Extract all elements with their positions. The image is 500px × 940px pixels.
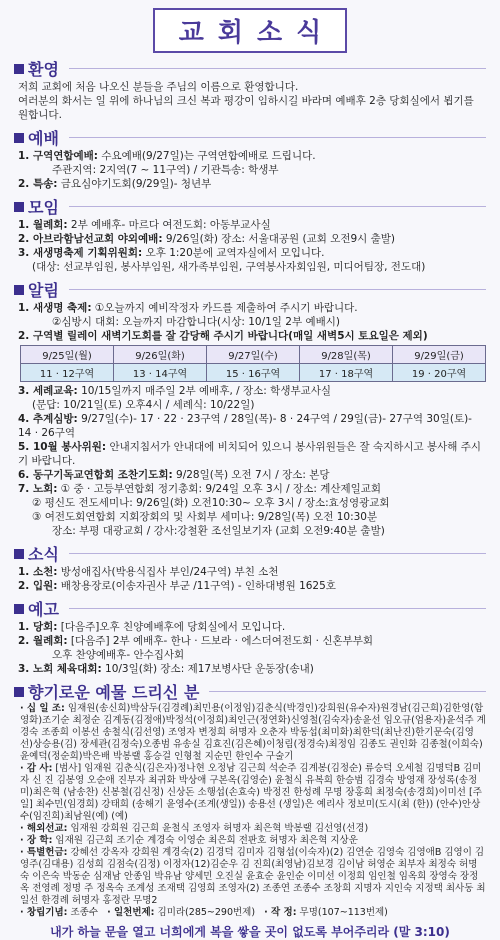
relay-date: 9/27일(수) — [207, 346, 300, 364]
notice-section — [14, 597, 486, 676]
news-header — [14, 542, 486, 565]
item-label: 1. 월례회: — [18, 219, 68, 231]
item-text: 9/26일(화) 장소: 서울대공원 (교회 오전9시 출발) — [165, 233, 396, 245]
relay-group: 13 · 14구역 — [114, 364, 207, 382]
item-label: 1. 새생명 축제: — [18, 302, 92, 314]
item-text: (대상: 선교부임원, 봉사부임원, 새가족부임원, 구역봉사자회임원, 미디어팀장, 전도대) — [32, 261, 426, 273]
item-label: 3. 노회 체육대회: — [18, 663, 102, 675]
item-text: 9/28일(목) 오전 7시 / 장소: 본당 — [176, 469, 330, 481]
relay-date: 9/26일(화) — [114, 346, 207, 364]
item-label: 2. 특송: — [18, 178, 58, 190]
notice-header — [14, 597, 486, 620]
notice-item — [18, 634, 486, 648]
offering-names: 임재원 김근희 조기순 계경숙 이영순 최은희 전판호 허명자 최은혁 지상운 — [55, 835, 358, 846]
meeting-item — [18, 232, 486, 246]
meetings-header — [14, 195, 486, 218]
offering-names: 임재원(송신희)박삼두(김경례)최민용(이정임)김춘식(박경인)강희원(유수자)원경남(김근희)김한영(함영화)조기순 최정순 김계동(김정애)박정석(이정희)최인근(정연화)신영철(김숙자)송윤선 임오규(엄용자)윤석주 계경숙 조종희 이봉선 송철식(김선영) 조영자 변정희 허명자 오춘자 박동섭(최미화)최한덕(최난진)한기문숙(김영선)상승용(김) 장세관(김정숙)오종범 유송실 김효진(김은혜)이청림(정경숙)최정임 김종도 권인화 김종철(이희숙)윤예덕(정순희)박은배 박봉랠 홍승걸 인형철 지순민 한인수 구술기 — [20, 703, 486, 762]
section-divider — [69, 289, 486, 290]
relay-group-row — [21, 364, 486, 382]
item-text: [다음주] 2부 예배후- 한나 · 드보라 · 에스더여전도회 · 신혼부부회 — [70, 635, 374, 647]
item-label: 7. 노회: — [18, 483, 58, 495]
offering-names: 무명(107~113번제) — [299, 907, 388, 918]
relay-prayer-table — [20, 345, 486, 382]
announcement-6 — [18, 468, 486, 482]
announcement-5 — [18, 440, 486, 468]
notice-item — [18, 662, 486, 676]
item-label: 1. 소천: — [18, 566, 58, 578]
announcement-7-sub: ② 평신도 전도세미나: 9/26일(화) 오전10:30~ 오후 3시 / 장소:효성영광교회 — [32, 497, 390, 509]
item-text: 주관지역: 2지역(7 ~ 11구역) / 기관특송: 학생부 — [52, 164, 279, 176]
offering-label: · 특별헌금: — [20, 847, 68, 858]
offering-row — [20, 763, 486, 823]
offering-row — [20, 835, 486, 847]
item-label: 4. 추계심방: — [18, 413, 78, 425]
meeting-item — [18, 218, 486, 232]
item-label: 2. 입원: — [18, 580, 58, 592]
item-text: 2부 예배후- 마르다 여전도회: 아동부교사실 — [70, 219, 271, 231]
offering-label: · 작 정: — [264, 907, 297, 918]
scripture-footer: 내가 하늘 문을 열고 너희에게 복을 쌓을 곳이 없도록 부어주리라 (말 3:10) — [50, 925, 450, 939]
meeting-item — [32, 260, 486, 274]
offering-row — [20, 823, 486, 835]
relay-group: 17 · 18구역 — [300, 364, 393, 382]
offering-names: 조종수 — [70, 907, 98, 918]
announcement-7 — [18, 482, 486, 496]
relay-group: 19 · 20구역 — [393, 364, 486, 382]
offerings-section — [14, 680, 486, 919]
announcement-7-sub: 장소: 부평 대광교회 / 강사:강철환 조선일보기자 (교회 오전9:40분 출발) — [52, 525, 385, 537]
announcement-7-sub: ③ 여전도회연합회 지회장회의 및 사회부 세미나: 9/28일(목) 오전 10:30분 — [32, 511, 378, 523]
welcome-line-1: 저희 교회에 처음 나오신 분들을 주님의 이름으로 환영합니다. — [18, 81, 299, 93]
offering-label: · 감 사: — [20, 763, 53, 774]
offering-names: 임재원 강희원 김근희 윤철식 조영자 허명자 최은혁 박봉랠 김선영(선경) — [70, 823, 369, 834]
square-bullet-icon — [14, 202, 24, 212]
item-text: 배창용장로(이송자권사 부군 /11구역) - 인하대병원 1625호 — [60, 580, 336, 592]
announcement-1 — [18, 301, 486, 315]
section-divider — [69, 206, 486, 207]
item-label: 2. 월례회: — [18, 635, 68, 647]
square-bullet-icon — [14, 285, 24, 295]
worship-header — [14, 126, 486, 149]
worship-item — [18, 149, 486, 163]
item-label: 1. 당회: — [18, 621, 58, 633]
notice-item: 오후 찬양예배후- 안수집사회 — [52, 649, 185, 661]
relay-date: 9/25일(월) — [21, 346, 114, 364]
announcements-title: 알림 — [28, 281, 59, 300]
item-text: 9/27일(수)- 17 · 22 · 23구역 / 28일(목)- 8 · 24구역 / 29일(금)- 27구역 30일(토)- 14 · 26구역 — [18, 413, 472, 439]
offering-label: · 해외선교: — [20, 823, 68, 834]
worship-item — [18, 177, 486, 191]
meeting-item — [18, 246, 486, 260]
news-item — [18, 565, 486, 579]
welcome-line-2: 여러분의 화서는 일 위에 하나님의 크신 복과 평강이 임하시길 바라며 예배후 2층 당회실에서 뵙기를 원합니다. — [18, 95, 474, 121]
item-label: 3. 새생명축제 기획위원회: — [18, 247, 143, 259]
welcome-title: 환영 — [28, 60, 59, 79]
announcement-2: 2. 구역별 릴레이 새벽기도회를 잘 감당해 주시기 바랍니다(매일 새벽5시 토요일은 제외) — [18, 330, 428, 342]
welcome-header — [14, 57, 486, 80]
offering-row — [20, 703, 486, 763]
meetings-section — [14, 195, 486, 274]
worship-section — [14, 126, 486, 191]
item-label: 3. 세례교육: — [18, 385, 78, 397]
notice-title: 예고 — [28, 600, 59, 619]
announcements-section — [14, 278, 486, 538]
item-label: 6. 동구기독교연합회 조찬기도회: — [18, 469, 173, 481]
section-divider — [69, 553, 486, 554]
relay-group: 15 · 16구역 — [207, 364, 300, 382]
announcement-3-sub: (문답: 10/21일(토) 오후4시 / 세례식: 10/22일) — [32, 399, 255, 411]
item-text: 오후 1:20분에 교역자실에서 모입니다. — [145, 247, 325, 259]
item-text: ① 중 · 고등부연합회 정기총회: 9/24일 오후 3시 / 장소: 계산제일교회 — [60, 483, 382, 495]
news-item — [18, 579, 486, 593]
welcome-section — [14, 57, 486, 122]
item-text: 안내지침서가 안내대에 비치되어 있으니 봉사위원들은 잘 숙지하시고 봉사해 주시기 바랍니다. — [18, 441, 482, 467]
news-title: 소식 — [28, 545, 59, 564]
item-text: 10/3일(화) 장소: 제17보병사단 운동장(송내) — [105, 663, 314, 675]
square-bullet-icon — [14, 549, 24, 559]
square-bullet-icon — [14, 64, 24, 74]
relay-date: 9/29일(금) — [393, 346, 486, 364]
notice-item — [18, 620, 486, 634]
meetings-title: 모임 — [28, 198, 59, 217]
item-text: [다음주]오후 친양예배후에 당회실에서 모입니다. — [60, 621, 286, 633]
section-divider — [69, 137, 486, 138]
section-divider — [69, 68, 486, 69]
offering-label: · 장 학: — [20, 835, 53, 846]
announcement-3 — [18, 384, 486, 398]
offering-row — [20, 907, 486, 919]
relay-group: 11 · 12구역 — [21, 364, 114, 382]
worship-title: 예배 — [28, 129, 59, 148]
worship-item — [52, 163, 486, 177]
offering-row — [20, 847, 486, 907]
item-text: ①오늘까지 예비작정자 카드를 제출하여 주시기 바랍니다. — [94, 302, 358, 314]
offering-names: 김미라(285~290번제) — [157, 907, 256, 918]
square-bullet-icon — [14, 687, 24, 697]
offering-label: · 일천번제: — [107, 907, 155, 918]
item-label: 1. 구역연합예배: — [18, 150, 99, 162]
news-section — [14, 542, 486, 593]
item-text: 방성애집사(박용식집사 부인/24구역) 부친 소천 — [60, 566, 279, 578]
title-wrap — [14, 8, 486, 53]
section-divider — [69, 608, 486, 609]
announcement-1-sub: ②심방시 대회: 오늘까지 마감합니다(시상: 10/1일 2부 예배시) — [52, 316, 340, 328]
offerings-title: 향기로운 예물 드리신 분 — [28, 683, 200, 702]
offering-names: 강혜선 강옥자 강희원 계경숙(2) 김경덕 김미자 김형섭(이숙자)(2) 김연순 김영숙 김영애B 김영이 김영주(김대용) 김성희 김점숙(김정) 이정자(12)김순우 김 진희(최영남)김보경 김이남 허영순 최부자 최정숙 허명숙 이은숙 박동순 심재남 안종임 박유남 양세민 오진실 윤효순 윤인순 이미선 이정희 임인철 임옥희 장영숙 장정옥 전영례 정명 주 정옥숙 조계성 조재택 김영희 조영자(2) 조종연 조종수 조창희 지명자 지인숙 지정택 최사동 최일선 한경례 허명자 홍정란 무명2 — [20, 847, 486, 906]
relay-date: 9/28일(목) — [300, 346, 393, 364]
offering-names: [범사] 임재원 김춘식(김은자)정나현 오정남 김근희 석순주 김계봉(김정순) 류승덕 오세철 김명덕B 김미자 신 진 김봉영 오순애 진부자 최귀화 박상애 구본옥(김영순) 윤철식 유복희 한승범 김경숙 방영재 장성록(송정미)최은혁 (남송찬) 신봉철(김신정) 신상돈 소행섭(손효숙) 박정진 한성례 무명 장홍희 최정숙(송경희)이미선 [주일] 최수민(임경희) 강태희 (송해기 윤영수(조계(생일)) 송용선 (생일)은 예리사 정보미(도시(최 (한)) (안수)안상수(임진희)최남원(예) (예) — [20, 763, 482, 822]
item-text: 수요예배(9/27일)는 구역연합예배로 드립니다. — [101, 150, 316, 162]
offering-label: · 십 일 조: — [20, 703, 65, 714]
square-bullet-icon — [14, 604, 24, 614]
offerings-header — [14, 680, 486, 703]
announcement-4 — [18, 412, 486, 440]
item-text: 금요심야기도회(9/29일)- 청년부 — [60, 178, 212, 190]
offering-label: · 창립기념: — [20, 907, 68, 918]
page-title: 교회소식 — [153, 8, 347, 53]
relay-date-row — [21, 346, 486, 364]
item-text: 10/15일까지 매주일 2부 예배후, / 장소: 학생부교사실 — [81, 385, 332, 397]
announcements-header — [14, 278, 486, 301]
item-label: 2. 아브라함남선교회 야외예배: — [18, 233, 163, 245]
item-label: 5. 10월 봉사위원: — [18, 441, 107, 453]
section-divider — [209, 691, 486, 692]
square-bullet-icon — [14, 133, 24, 143]
